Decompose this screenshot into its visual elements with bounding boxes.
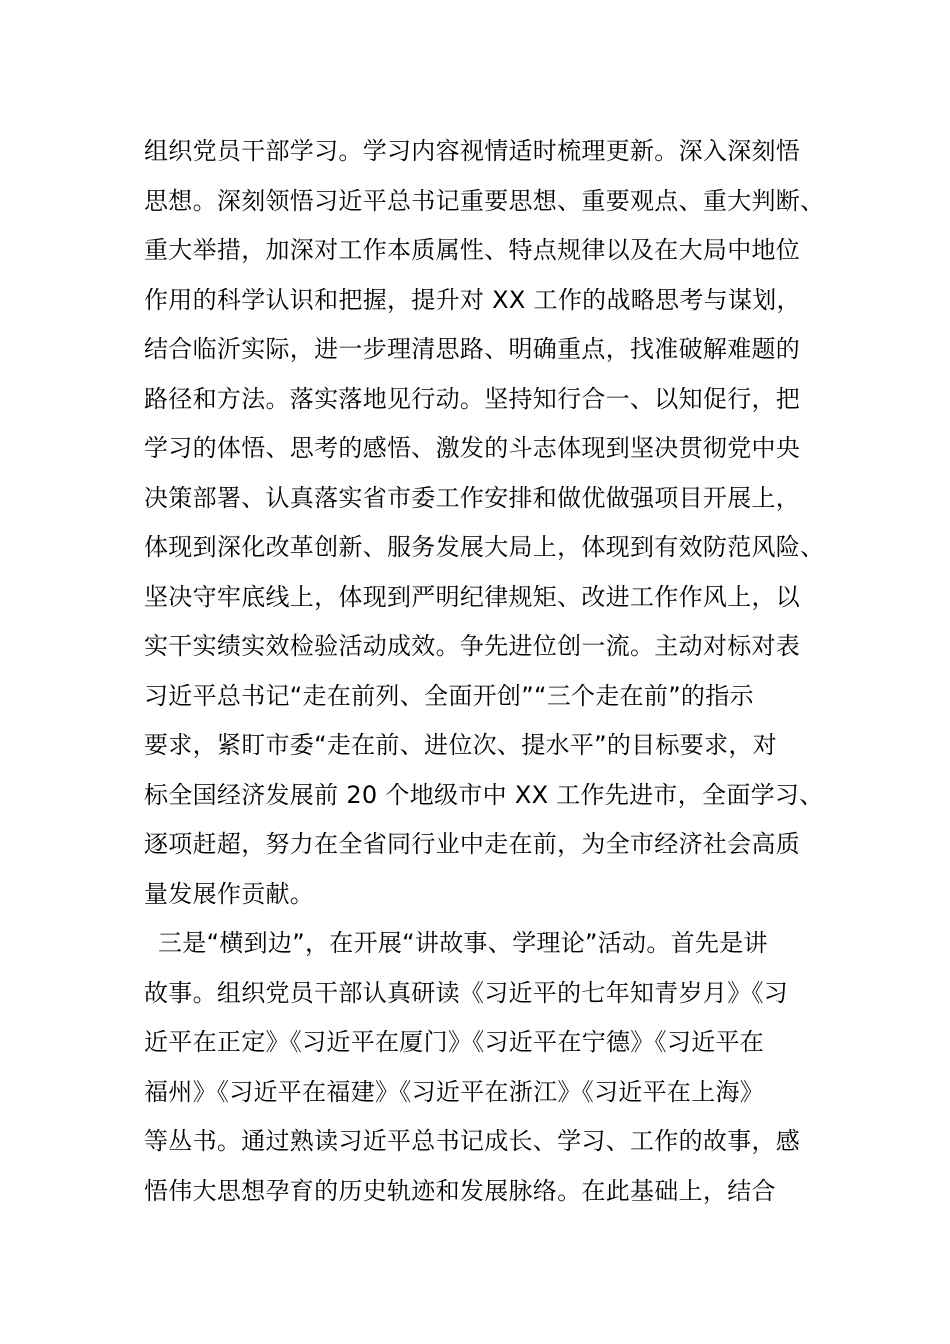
text-line: 近平在正定》《习近平在厦门》《习近平在宁德》《习近平在 — [144, 1028, 765, 1056]
text-line: 标全国经济发展前 20 个地级市中 XX 工作先进市，全面学习、 — [144, 780, 824, 809]
text-line: 要求，紧盯市委“走在前、进位次、提水平”的目标要求，对 — [144, 731, 777, 759]
text-line: 逐项赶超，努力在全省同行业中走在前，为全市经济社会高质 — [144, 830, 801, 858]
text-line: 结合临沂实际，进一步理清思路、明确重点，找准破解难题的 — [144, 335, 801, 363]
text-line: 路径和方法。落实落地见行动。坚持知行合一、以知促行，把 — [144, 384, 801, 413]
text-line: 习近平总书记“走在前列、全面开创”“三个走在前”的指示 — [144, 681, 754, 710]
text-line: 故事。组织党员干部认真研读《习近平的七年知青岁月》《习 — [144, 978, 789, 1007]
text-line: 作用的科学认识和把握，提升对 XX 工作的战略思考与谋划， — [144, 285, 801, 314]
text-line: 重大举措，加深对工作本质属性、特点规律以及在大局中地位 — [144, 236, 801, 264]
text-line: 福州》《习近平在福建》《习近平在浙江》《习近平在上海》 — [144, 1077, 765, 1106]
text-line: 组织党员干部学习。学习内容视情适时梳理更新。深入深刻悟 — [144, 137, 801, 165]
text-line: 量发展作贡献。 — [144, 879, 315, 908]
text-line: 坚决守牢底线上，体现到严明纪律规矩、改进工作作风上，以 — [144, 582, 801, 611]
text-line: 悟伟大思想孕育的历史轨迹和发展脉络。在此基础上，结合 — [144, 1176, 776, 1205]
text-line: 等丛书。通过熟读习近平总书记成长、学习、工作的故事，感 — [144, 1127, 801, 1155]
paragraph-start-line: 三是“横到边”，在开展“讲故事、学理论”活动。首先是讲 — [158, 929, 768, 957]
body-text — [144, 127, 824, 1216]
text-line: 学习的体悟、思考的感悟、激发的斗志体现到坚决贯彻党中央 — [144, 434, 801, 462]
text-line: 决策部署、认真落实省市委工作安排和做优做强项目开展上， — [144, 483, 801, 512]
text-line: 思想。深刻领悟习近平总书记重要思想、重要观点、重大判断、 — [144, 186, 825, 215]
text-line: 实干实绩实效检验活动成效。争先进位创一流。主动对标对表 — [144, 632, 801, 660]
text-line: 体现到深化改革创新、服务发展大局上，体现到有效防范风险、 — [144, 533, 825, 561]
